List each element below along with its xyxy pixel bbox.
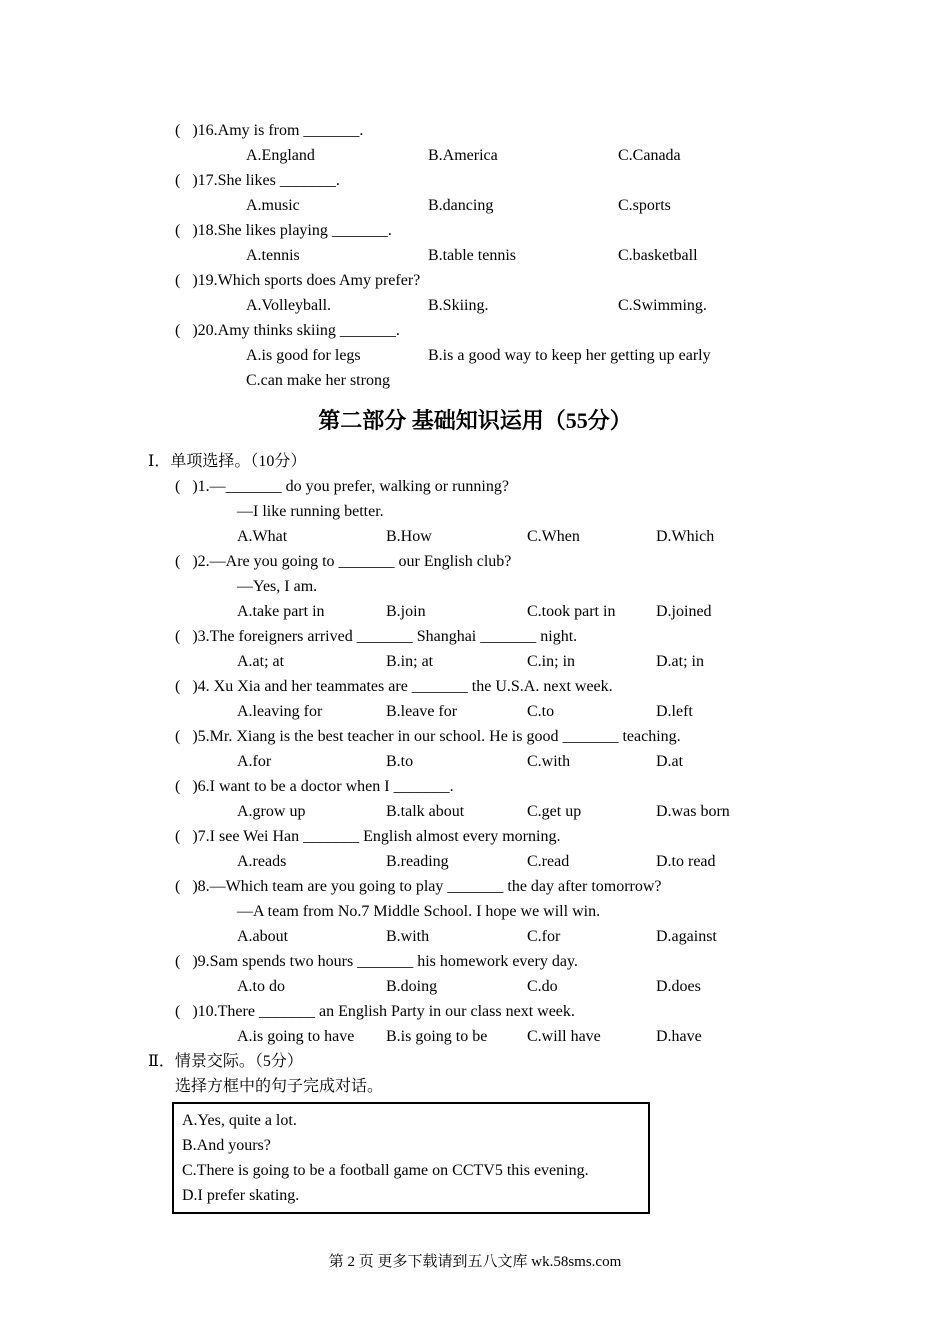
question-reply: —Yes, I am. (237, 578, 318, 595)
listening-questions (0, 118, 950, 393)
question-block (0, 474, 950, 549)
box-option: D.I prefer skating. (182, 1187, 300, 1204)
section2-heading: Ⅱ．情景交际。（5分） (148, 1053, 303, 1070)
option: D.at; in (656, 653, 704, 670)
options-row (237, 749, 950, 774)
question-block (0, 874, 950, 949)
question-stem: ( )2.—Are you going to _______ our English club? (175, 553, 512, 570)
option: B.reading (386, 853, 449, 870)
question-block (0, 674, 950, 724)
option: C.When (527, 528, 580, 545)
option: B.with (386, 928, 430, 945)
question-block (0, 774, 950, 824)
question-reply: —A team from No.7 Middle School. I hope we will win. (237, 903, 601, 920)
option: C.get up (527, 803, 582, 820)
options-row (237, 599, 950, 624)
question-block (0, 824, 950, 874)
option: B.doing (386, 978, 438, 995)
option: D.have (656, 1028, 702, 1045)
option: A.tennis (246, 247, 300, 264)
question-block (0, 168, 950, 218)
option: B.How (386, 528, 432, 545)
option: D.was born (656, 803, 730, 820)
option: B.join (386, 603, 426, 620)
option: C.in; in (527, 653, 576, 670)
option: A.to do (237, 978, 285, 995)
question-stem: ( )7.I see Wei Han _______ English almost every morning. (175, 828, 561, 845)
option: D.does (656, 978, 701, 995)
option: B.Skiing. (428, 297, 489, 314)
box-option: A.Yes, quite a lot. (182, 1112, 297, 1129)
option: A.take part in (237, 603, 325, 620)
option: D.to read (656, 853, 716, 870)
section1-heading: Ⅰ．单项选择。（10分） (148, 453, 307, 470)
option: C.basketball (618, 247, 698, 264)
question-block (0, 999, 950, 1049)
answer-choices-box (172, 1102, 650, 1214)
option: C.with (527, 753, 571, 770)
option: A.Volleyball. (246, 297, 332, 314)
options-row (237, 974, 950, 999)
question-block (0, 949, 950, 999)
part2-title: 第二部分 基础知识运用（55分） (318, 408, 632, 433)
situational-dialog-section (0, 1049, 950, 1214)
question-stem: ( )17.She likes _______. (175, 172, 340, 189)
option: D.left (656, 703, 693, 720)
question-stem: ( )6.I want to be a doctor when I _______. (175, 778, 454, 795)
box-option: B.And yours? (182, 1137, 271, 1154)
section2-instruction: 选择方框中的句子完成对话。 (175, 1078, 384, 1095)
option: B.is going to be (386, 1028, 488, 1045)
option: B.talk about (386, 803, 465, 820)
options-row (237, 649, 950, 674)
question-block (0, 118, 950, 168)
question-block (0, 218, 950, 268)
option: A.music (246, 197, 300, 214)
option: D.at (656, 753, 684, 770)
question-block (0, 549, 950, 624)
option: B.America (428, 147, 498, 164)
question-block (0, 318, 950, 393)
option: A.England (246, 147, 315, 164)
option: B.table tennis (428, 247, 516, 264)
question-block (0, 624, 950, 674)
options-row (237, 924, 950, 949)
question-block (0, 268, 950, 318)
option: A.leaving for (237, 703, 323, 720)
question-stem: ( )8.—Which team are you going to play _______ the day after tomorrow? (175, 878, 662, 895)
option: C.can make her strong (246, 372, 390, 389)
option: A.at; at (237, 653, 285, 670)
option: A.about (237, 928, 289, 945)
question-stem: ( )4. Xu Xia and her teammates are _______ the U.S.A. next week. (175, 678, 613, 695)
question-stem: ( )9.Sam spends two hours _______ his homework every day. (175, 953, 578, 970)
option: B.leave for (386, 703, 458, 720)
option: B.dancing (428, 197, 494, 214)
options-row (237, 849, 950, 874)
option: B.in; at (386, 653, 434, 670)
options-row (246, 143, 950, 168)
option: A.What (237, 528, 288, 545)
options-row (246, 243, 950, 268)
option: C.read (527, 853, 570, 870)
question-block (0, 724, 950, 774)
option: A.is going to have (237, 1028, 355, 1045)
options-row (237, 524, 950, 549)
options-row (237, 799, 950, 824)
options-row (237, 1024, 950, 1049)
options-row (246, 343, 950, 393)
single-choice-section (0, 449, 950, 1049)
option: A.for (237, 753, 272, 770)
question-stem: ( )20.Amy thinks skiing _______. (175, 322, 400, 339)
option: C.Swimming. (618, 297, 707, 314)
options-row (246, 293, 950, 318)
question-stem: ( )3.The foreigners arrived _______ Shanghai _______ night. (175, 628, 578, 645)
question-reply: —I like running better. (237, 503, 384, 520)
option: C.for (527, 928, 561, 945)
question-stem: ( )16.Amy is from _______. (175, 122, 364, 139)
option: C.will have (527, 1028, 601, 1045)
option: C.to (527, 703, 555, 720)
option: C.Canada (618, 147, 681, 164)
question-stem: ( )5.Mr. Xiang is the best teacher in our school. He is good _______ teaching. (175, 728, 681, 745)
option: C.do (527, 978, 558, 995)
options-row (246, 193, 950, 218)
option: D.against (656, 928, 717, 945)
question-stem: ( )10.There _______ an English Party in our class next week. (175, 1003, 575, 1020)
option: B.to (386, 753, 414, 770)
option: C.took part in (527, 603, 616, 620)
question-stem: ( )1.—_______ do you prefer, walking or running? (175, 478, 509, 495)
option: B.is a good way to keep her getting up early (428, 347, 711, 364)
single-choice-questions (0, 474, 950, 1049)
option: A.is good for legs (246, 347, 361, 364)
option: D.Which (656, 528, 715, 545)
box-option: C.There is going to be a football game on CCTV5 this evening. (182, 1162, 589, 1179)
listening-answers-section (0, 118, 950, 393)
question-stem: ( )19.Which sports does Amy prefer? (175, 272, 421, 289)
option: A.grow up (237, 803, 306, 820)
option: A.reads (237, 853, 287, 870)
page-footer: 第 2 页 更多下载请到五八文库 wk.58sms.com (328, 1254, 622, 1270)
question-stem: ( )18.She likes playing _______. (175, 222, 392, 239)
option: D.joined (656, 603, 712, 620)
option: C.sports (618, 197, 671, 214)
options-row (237, 699, 950, 724)
